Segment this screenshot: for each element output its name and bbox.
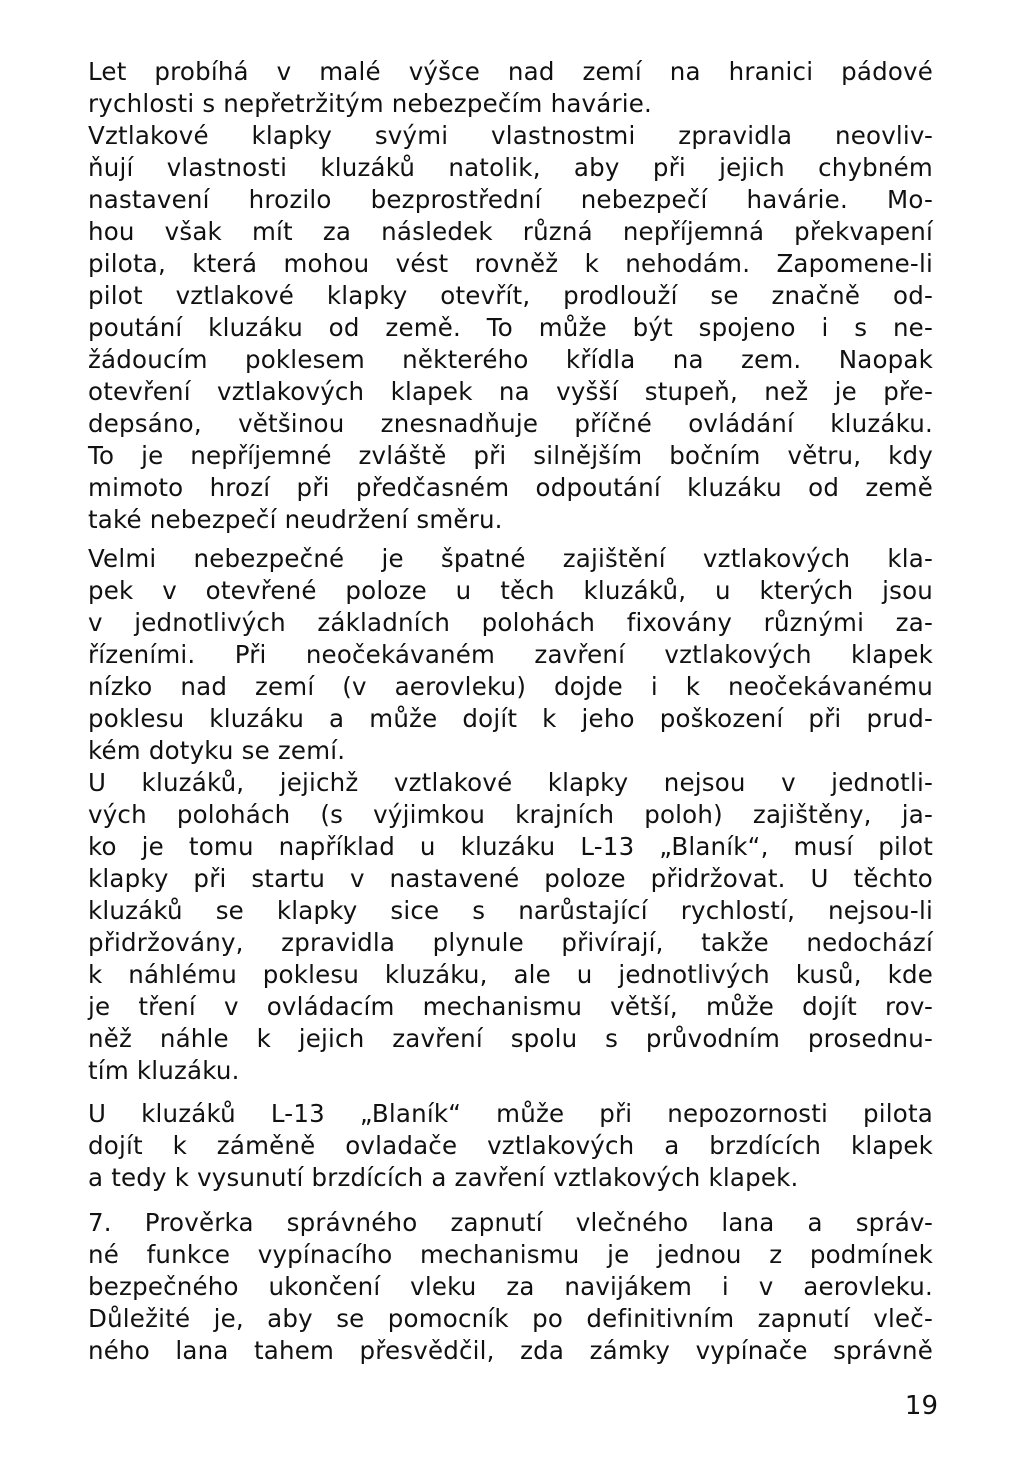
text-line-40: ného lana tahem přesvědčil, zda zámky vypínače správně xyxy=(88,1336,933,1365)
text-line-32: tím kluzáku. xyxy=(88,1056,240,1085)
text-line-26: klapky při startu v nastavené poloze přidržovat. U těchto xyxy=(88,864,933,893)
text-line-25: ko je tomu například u kluzáku L-13 „Blaník“, musí pilot xyxy=(88,832,933,861)
text-line-23: U kluzáků, jejichž vztlakové klapky nejsou v jednotli- xyxy=(88,768,933,797)
text-line-34: dojít k záměně ovladače vztlakových a brzdících klapek xyxy=(88,1131,933,1160)
text-line-5: nastavení hrozilo bezprostřední nebezpečí havárie. Mo- xyxy=(88,185,933,214)
text-line-15: také nebezpečí neudržení směru. xyxy=(88,505,503,534)
text-line-12: depsáno, většinou znesnadňuje příčné ovládání kluzáku. xyxy=(88,409,933,438)
text-line-39: Důležité je, aby se pomocník po definitivním zapnutí vleč- xyxy=(88,1304,933,1333)
text-line-14: mimoto hrozí při předčasném odpoutání kluzáku od země xyxy=(88,473,933,502)
text-line-28: přidržovány, zpravidla plynule přivírají, takže nedochází xyxy=(88,928,933,957)
text-line-22: kém dotyku se zemí. xyxy=(88,736,346,765)
text-line-35: a tedy k vysunutí brzdících a zavření vztlakových klapek. xyxy=(88,1163,799,1192)
text-line-16: Velmi nebezpečné je špatné zajištění vztlakových kla- xyxy=(88,544,933,573)
text-line-2: rychlosti s nepřetržitým nebezpečím havárie. xyxy=(88,89,652,118)
text-line-19: řízeními. Při neočekávaném zavření vztlakových klapek xyxy=(88,640,933,669)
text-line-18: v jednotlivých základních polohách fixovány různými za- xyxy=(88,608,933,637)
text-line-21: poklesu kluzáku a může dojít k jeho poškození při prud- xyxy=(88,704,933,733)
text-line-36: 7. Prověrka správného zapnutí vlečného lana a správ- xyxy=(88,1208,933,1237)
text-line-6: hou však mít za následek různá nepříjemná překvapení xyxy=(88,217,933,246)
text-line-33: U kluzáků L-13 „Blaník“ může při nepozornosti pilota xyxy=(88,1099,933,1128)
text-line-37: né funkce vypínacího mechanismu je jednou z podmínek xyxy=(88,1240,933,1269)
text-line-9: poutání kluzáku od země. To může být spojeno i s ne- xyxy=(88,313,933,342)
text-line-10: žádoucím poklesem některého křídla na zem. Naopak xyxy=(88,345,933,374)
text-line-17: pek v otevřené poloze u těch kluzáků, u kterých jsou xyxy=(88,576,933,605)
text-line-13: To je nepříjemné zvláště při silnějším bočním větru, kdy xyxy=(88,441,933,470)
text-line-7: pilota, která mohou vést rovněž k nehodám. Zapomene-li xyxy=(88,249,933,278)
text-line-3: Vztlakové klapky svými vlastnostmi zpravidla neovliv- xyxy=(88,121,933,150)
text-line-11: otevření vztlakových klapek na vyšší stupeň, než je pře- xyxy=(88,377,933,406)
text-line-27: kluzáků se klapky sice s narůstající rychlostí, nejsou-li xyxy=(88,896,933,925)
text-line-29: k náhlému poklesu kluzáku, ale u jednotlivých kusů, kde xyxy=(88,960,933,989)
text-line-4: ňují vlastnosti kluzáků natolik, aby při jejich chybném xyxy=(88,153,933,182)
text-line-30: je tření v ovládacím mechanismu větší, může dojít rov- xyxy=(88,992,933,1021)
page-number: 19 xyxy=(904,1391,938,1421)
text-line-31: něž náhle k jejich zavření spolu s průvodním prosednu- xyxy=(88,1024,933,1053)
text-line-20: nízko nad zemí (v aerovleku) dojde i k neočekávanému xyxy=(88,672,933,701)
text-line-1: Let probíhá v malé výšce nad zemí na hranici pádové xyxy=(88,57,933,86)
text-line-24: vých polohách (s výjimkou krajních poloh) zajištěny, ja- xyxy=(88,800,933,829)
text-line-38: bezpečného ukončení vleku za navijákem i v aerovleku. xyxy=(88,1272,933,1301)
text-line-8: pilot vztlakové klapky otevřít, prodlouží se značně od- xyxy=(88,281,933,310)
